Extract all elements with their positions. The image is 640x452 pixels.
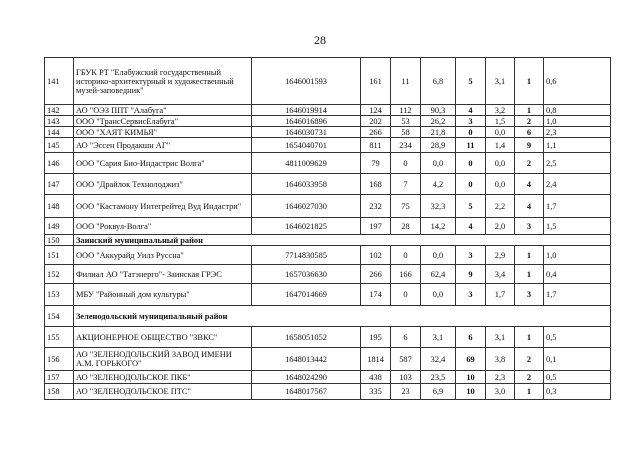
section-title: Заинский муниципальный район (74, 235, 611, 246)
value-cell: 197 (361, 218, 391, 235)
value-cell: 1,5 (544, 218, 611, 235)
value-cell: 6 (456, 327, 486, 348)
inn-cell: 1647014669 (252, 284, 361, 306)
table-row (45, 116, 611, 127)
value-cell: 2,4 (544, 174, 611, 195)
row-number: 146 (45, 153, 74, 174)
value-cell: 3 (456, 284, 486, 306)
value-cell: 1 (515, 105, 544, 116)
value-cell: 102 (361, 246, 391, 265)
row-number: 154 (45, 306, 74, 327)
value-cell: 0,1 (544, 348, 611, 371)
row-number: 157 (45, 371, 74, 384)
table-row (45, 218, 611, 235)
value-cell: 62,4 (421, 265, 456, 284)
value-cell: 1 (515, 327, 544, 348)
value-cell: 0 (391, 153, 421, 174)
value-cell: 195 (361, 327, 391, 348)
row-number: 145 (45, 138, 74, 153)
row-number: 152 (45, 265, 74, 284)
value-cell: 3,4 (486, 265, 515, 284)
value-cell: 9 (515, 138, 544, 153)
org-name: ГБУК РТ "Елабужский государственный историко-архитектурный и художественный музей-заповедник" (74, 58, 252, 105)
value-cell: 161 (361, 58, 391, 105)
value-cell: 6,9 (421, 384, 456, 400)
value-cell: 3 (456, 246, 486, 265)
row-number: 151 (45, 246, 74, 265)
value-cell: 0,6 (544, 58, 611, 105)
value-cell: 23,5 (421, 371, 456, 384)
value-cell: 3,1 (421, 327, 456, 348)
value-cell: 69 (456, 348, 486, 371)
value-cell: 4 (515, 174, 544, 195)
value-cell: 2,5 (544, 153, 611, 174)
row-number: 158 (45, 384, 74, 400)
value-cell: 3 (515, 218, 544, 235)
inn-cell: 1648017567 (252, 384, 361, 400)
org-name: АО "ЗЕЛЕНОДОЛЬСКИЙ ЗАВОД ИМЕНИ А.М. ГОРЬКОГО" (74, 348, 252, 371)
value-cell: 14,2 (421, 218, 456, 235)
table-row (45, 153, 611, 174)
value-cell: 0 (456, 127, 486, 138)
org-name: МБУ "Районный дом культуры" (74, 284, 252, 306)
value-cell: 811 (361, 138, 391, 153)
value-cell: 335 (361, 384, 391, 400)
org-name: ООО "Аккурайд Уилз Руссна" (74, 246, 252, 265)
value-cell: 6 (391, 327, 421, 348)
value-cell: 438 (361, 371, 391, 384)
value-cell: 1,7 (544, 195, 611, 218)
row-number: 144 (45, 127, 74, 138)
value-cell: 5 (456, 195, 486, 218)
org-name: ООО "Драйлок Технолоджиз" (74, 174, 252, 195)
value-cell: 112 (391, 105, 421, 116)
org-name: АКЦИОНЕРНОЕ ОБЩЕСТВО "ЗВКС" (74, 327, 252, 348)
value-cell: 1 (515, 246, 544, 265)
value-cell: 0,0 (421, 153, 456, 174)
value-cell: 124 (361, 105, 391, 116)
table-row (45, 195, 611, 218)
value-cell: 1,5 (486, 116, 515, 127)
value-cell: 103 (391, 371, 421, 384)
org-name: ООО "ХАЯТ КИМЬЯ" (74, 127, 252, 138)
data-table (44, 57, 611, 400)
value-cell: 166 (391, 265, 421, 284)
table-row (45, 105, 611, 116)
value-cell: 3,8 (486, 348, 515, 371)
value-cell: 1,0 (544, 116, 611, 127)
value-cell: 202 (361, 116, 391, 127)
value-cell: 0 (391, 246, 421, 265)
inn-cell: 1646030731 (252, 127, 361, 138)
value-cell: 2 (515, 116, 544, 127)
org-name: АО "ЗЕЛЕНОДОЛЬСКОЕ ПТС" (74, 384, 252, 400)
value-cell: 1 (515, 58, 544, 105)
table-row (45, 138, 611, 153)
inn-cell: 4811009629 (252, 153, 361, 174)
value-cell: 2,3 (486, 371, 515, 384)
value-cell: 1 (515, 265, 544, 284)
value-cell: 0,5 (544, 327, 611, 348)
value-cell: 10 (456, 371, 486, 384)
value-cell: 7 (391, 174, 421, 195)
value-cell: 232 (361, 195, 391, 218)
value-cell: 11 (456, 138, 486, 153)
section-row (45, 235, 611, 246)
value-cell: 0,0 (421, 246, 456, 265)
value-cell: 234 (391, 138, 421, 153)
table-row (45, 327, 611, 348)
value-cell: 0,3 (544, 384, 611, 400)
inn-cell: 1646033958 (252, 174, 361, 195)
inn-cell: 1658051052 (252, 327, 361, 348)
value-cell: 587 (391, 348, 421, 371)
row-number: 153 (45, 284, 74, 306)
value-cell: 2,9 (486, 246, 515, 265)
org-name: ООО "Кастамону Интегрейтед Вуд Индастри" (74, 195, 252, 218)
row-number: 156 (45, 348, 74, 371)
value-cell: 0 (456, 174, 486, 195)
value-cell: 11 (391, 58, 421, 105)
row-number: 141 (45, 58, 74, 105)
value-cell: 5 (456, 58, 486, 105)
row-number: 148 (45, 195, 74, 218)
value-cell: 266 (361, 265, 391, 284)
value-cell: 75 (391, 195, 421, 218)
value-cell: 168 (361, 174, 391, 195)
value-cell: 6 (515, 127, 544, 138)
value-cell: 0,5 (544, 371, 611, 384)
org-name: АО "ОЭЗ ППТ "Алабуга" (74, 105, 252, 116)
org-name: ООО "ТрансСервисЕлабуга" (74, 116, 252, 127)
value-cell: 1,4 (486, 138, 515, 153)
table-row (45, 58, 611, 105)
inn-cell: 1648024290 (252, 371, 361, 384)
inn-cell: 1646001593 (252, 58, 361, 105)
org-name: ООО "Роквул-Волга" (74, 218, 252, 235)
value-cell: 0,8 (544, 105, 611, 116)
value-cell: 3,1 (486, 58, 515, 105)
value-cell: 1,1 (544, 138, 611, 153)
inn-cell: 1657036630 (252, 265, 361, 284)
value-cell: 58 (391, 127, 421, 138)
value-cell: 1,0 (544, 246, 611, 265)
value-cell: 3,1 (486, 327, 515, 348)
value-cell: 21,8 (421, 127, 456, 138)
value-cell: 0,0 (486, 127, 515, 138)
value-cell: 1 (515, 384, 544, 400)
value-cell: 3,0 (486, 384, 515, 400)
value-cell: 90,3 (421, 105, 456, 116)
row-number: 150 (45, 235, 74, 246)
table-row (45, 246, 611, 265)
value-cell: 4 (456, 105, 486, 116)
section-title: Зеленодольский муниципальный район (74, 306, 611, 327)
value-cell: 2,3 (544, 127, 611, 138)
org-name: АО "Эссен Продакшн АГ" (74, 138, 252, 153)
table-row (45, 265, 611, 284)
row-number: 147 (45, 174, 74, 195)
value-cell: 6,8 (421, 58, 456, 105)
value-cell: 3 (515, 284, 544, 306)
org-name: Филиал АО "Татэнерго"- Заинская ГРЭС (74, 265, 252, 284)
value-cell: 2,0 (486, 218, 515, 235)
value-cell: 28 (391, 218, 421, 235)
value-cell: 2,2 (486, 195, 515, 218)
section-row (45, 306, 611, 327)
value-cell: 1,7 (486, 284, 515, 306)
value-cell: 2 (515, 153, 544, 174)
value-cell: 32,3 (421, 195, 456, 218)
value-cell: 1,7 (544, 284, 611, 306)
value-cell: 3 (456, 116, 486, 127)
value-cell: 0 (456, 153, 486, 174)
value-cell: 0,0 (486, 174, 515, 195)
value-cell: 2 (515, 348, 544, 371)
value-cell: 4 (515, 195, 544, 218)
table-row (45, 371, 611, 384)
value-cell: 3,2 (486, 105, 515, 116)
row-number: 142 (45, 105, 74, 116)
value-cell: 10 (456, 384, 486, 400)
table-row (45, 348, 611, 371)
value-cell: 0,4 (544, 265, 611, 284)
org-name: АО "ЗЕЛЕНОДОЛЬСКОЕ ПКБ" (74, 371, 252, 384)
value-cell: 26,2 (421, 116, 456, 127)
value-cell: 53 (391, 116, 421, 127)
value-cell: 0,0 (421, 284, 456, 306)
inn-cell: 1648013442 (252, 348, 361, 371)
value-cell: 1814 (361, 348, 391, 371)
value-cell: 4,2 (421, 174, 456, 195)
value-cell: 23 (391, 384, 421, 400)
table-row (45, 174, 611, 195)
value-cell: 32,4 (421, 348, 456, 371)
table-row (45, 384, 611, 400)
inn-cell: 1646016896 (252, 116, 361, 127)
value-cell: 0 (391, 284, 421, 306)
inn-cell: 1646021825 (252, 218, 361, 235)
value-cell: 266 (361, 127, 391, 138)
row-number: 143 (45, 116, 74, 127)
inn-cell: 1646027030 (252, 195, 361, 218)
org-name: ООО "Сария Био-Индастрис Волга" (74, 153, 252, 174)
value-cell: 9 (456, 265, 486, 284)
page-number: 28 (314, 33, 326, 47)
value-cell: 79 (361, 153, 391, 174)
value-cell: 0,0 (486, 153, 515, 174)
inn-cell: 1646019914 (252, 105, 361, 116)
inn-cell: 7714830585 (252, 246, 361, 265)
table-row (45, 127, 611, 138)
value-cell: 174 (361, 284, 391, 306)
value-cell: 28,9 (421, 138, 456, 153)
value-cell: 2 (515, 371, 544, 384)
value-cell: 4 (456, 218, 486, 235)
inn-cell: 1654040701 (252, 138, 361, 153)
row-number: 155 (45, 327, 74, 348)
row-number: 149 (45, 218, 74, 235)
table-row (45, 284, 611, 306)
